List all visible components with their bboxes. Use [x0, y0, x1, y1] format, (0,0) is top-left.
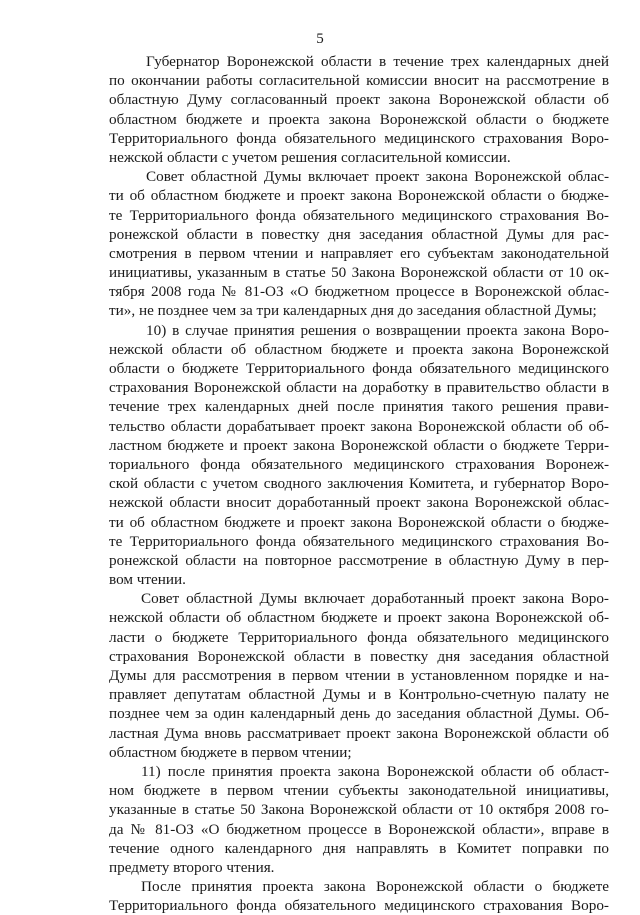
text-line: областную Думу согласованный проект закона Воронежской области об — [109, 91, 609, 109]
text-line: страхования Воронежской области на доработку в правительство области в — [109, 379, 609, 397]
text-line: 10) в случае принятия решения о возвращении проекта закона Воро- — [146, 321, 609, 339]
paragraph — [109, 589, 609, 762]
text-line: ти об областном бюджете и проект закона Воронежской области о бюдже- — [109, 187, 609, 205]
text-line: Территориального фонда обязательного медицинского страхования Воро- — [109, 129, 609, 147]
text-line: Совет областной Думы включает доработанный проект закона Воро- — [141, 590, 609, 608]
text-line: ториального фонда обязательного медицинского страхования Воронеж- — [109, 455, 609, 473]
text-line: ти», не позднее чем за три календарных дня до заседания областной Думы; — [109, 302, 597, 320]
text-line: течение трех календарных дней после принятия такого решения прави- — [109, 398, 609, 416]
text-line: указанные в статье 50 Закона Воронежской области от 10 октября 2008 го- — [109, 801, 609, 819]
text-line: ном бюджете в первом чтении субъекты законодательной инициативы, — [109, 782, 609, 800]
text-line: Губернатор Воронежской области в течение трех календарных дней — [146, 53, 609, 70]
paragraph — [109, 321, 609, 590]
text-line: да № 81-ОЗ «О бюджетном процессе в Воронежской области», вправе в — [109, 820, 609, 838]
text-line: ронежской области на повторное рассмотрение в областную Думу в пер- — [109, 551, 609, 569]
text-line: предмету второго чтения. — [109, 858, 275, 876]
text-line: области о бюджете Территориального фонда обязательного медицинского — [109, 360, 609, 377]
paragraph — [109, 52, 609, 167]
text-line: ти об областном бюджете и проект закона Воронежской области о бюдже- — [109, 513, 609, 531]
text-line: нежской области вносит доработанный проект закона Воронежской облас- — [109, 494, 609, 512]
text-line: течение одного календарного дня направлять в Комитет поправки по — [109, 839, 609, 857]
text-line: инициативы, указанным в статье 50 Закона Воронежской области от 10 ок- — [109, 264, 609, 282]
text-line: ской области с учетом сводного заключения Комитета, и губернатор Воро- — [109, 475, 609, 493]
text-line: После принятия проекта закона Воронежской области о бюджете — [141, 878, 609, 896]
text-line: Совет областной Думы включает проект закона Воронежской облас- — [146, 168, 609, 186]
text-line: ластная Дума вновь рассматривает проект закона Воронежской области об — [109, 724, 609, 742]
text-line: 11) после принятия проекта закона Воронежской области об област- — [141, 762, 609, 780]
text-line: нежской области об областном бюджете и проект закона Воронежской об- — [109, 609, 609, 627]
text-line: нежской области об областном бюджете и проекта закона Воронежской — [109, 340, 609, 358]
paragraph — [109, 167, 609, 321]
text-line: по окончании работы согласительной комиссии вносит на рассмотрение в — [109, 72, 609, 90]
text-line: страхования Воронежской области в повестку дня заседания областной — [109, 647, 609, 665]
text-line: Думы для рассмотрения в первом чтении в установленном порядке и на- — [109, 667, 609, 684]
text-line: тельство области дорабатывает проект закона Воронежской области об об- — [109, 417, 609, 435]
text-line: нежской области с учетом решения согласительной комиссии. — [109, 148, 511, 166]
text-line: ронежской области в повестку дня заседания областной Думы для рас- — [109, 225, 609, 243]
document-body — [109, 52, 609, 915]
text-line: областном бюджете и проекта закона Воронежской области о бюджете — [109, 110, 609, 128]
text-line: вом чтении. — [109, 571, 186, 589]
text-line: позднее чем за один календарный день до заседания областной Думы. Об- — [109, 705, 609, 723]
page-number: 5 — [316, 31, 324, 47]
text-line: ласти о бюджете Территориального фонда обязательного медицинского — [109, 628, 609, 646]
text-line: правляет депутатам областной Думы и в Контрольно-счетную палату не — [109, 686, 609, 704]
text-line: смотрения в первом чтении и направляет его субъектам законодательной — [109, 244, 609, 262]
text-line: тября 2008 года № 81-ОЗ «О бюджетном процессе в Воронежской облас- — [109, 283, 609, 301]
text-line: Территориального фонда обязательного медицинского страхования Воро- — [109, 897, 609, 915]
text-line: ластном бюджете и проект закона Воронежской области о бюджете Терри- — [109, 436, 609, 454]
text-line: те Территориального фонда обязательного медицинского страхования Во- — [109, 206, 609, 224]
text-line: областном бюджете в первом чтении; — [109, 743, 352, 761]
paragraph — [109, 877, 609, 915]
text-line: те Территориального фонда обязательного медицинского страхования Во- — [109, 532, 609, 550]
paragraph — [109, 762, 609, 877]
